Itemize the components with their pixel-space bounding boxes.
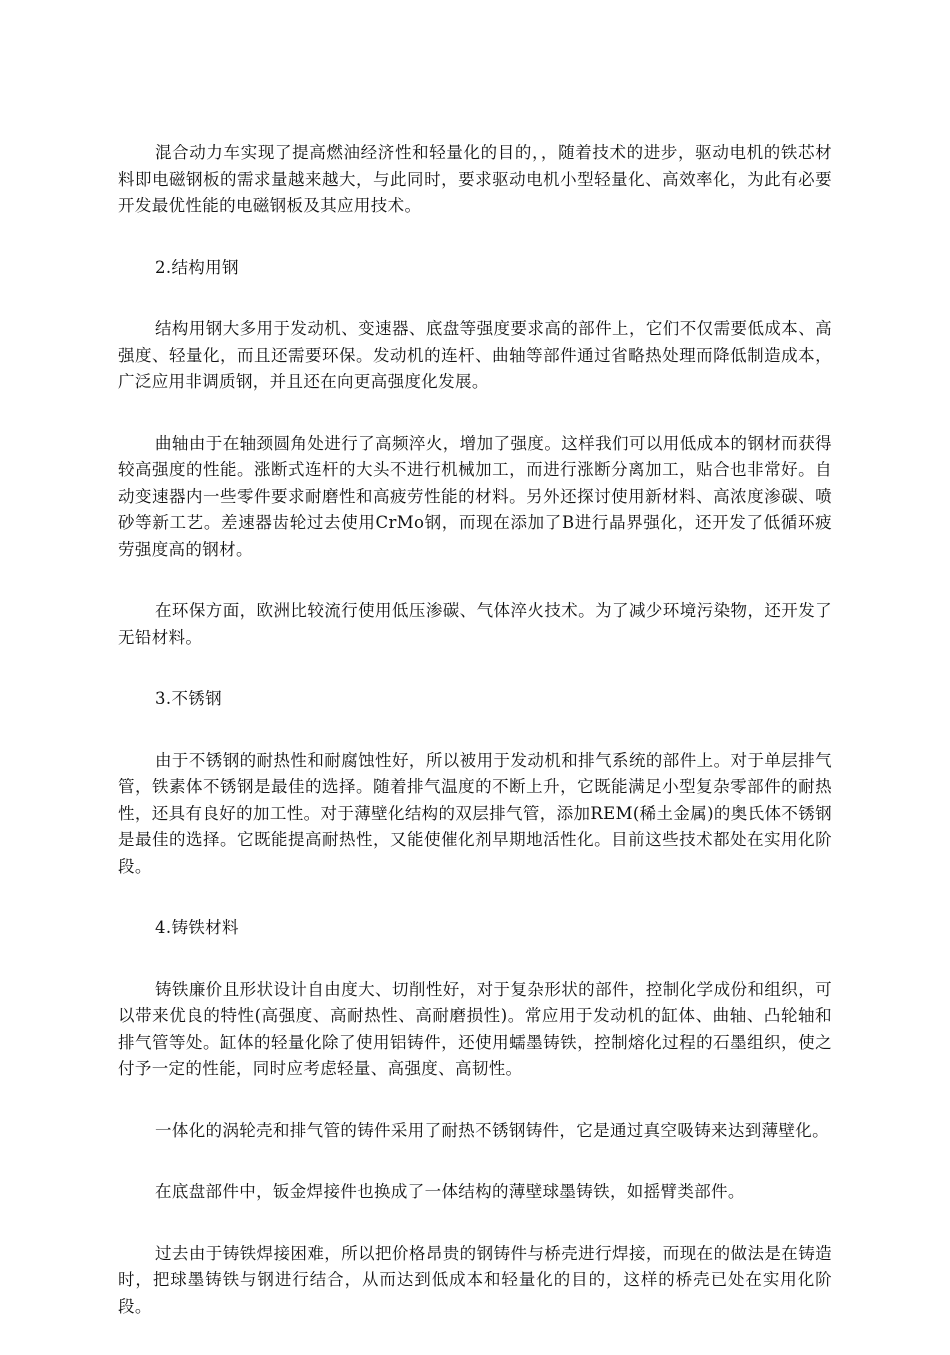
section-heading-structural-steel: 2.结构用钢	[155, 257, 239, 277]
document-body	[118, 140, 832, 1355]
paragraph-cast-iron: 铸铁廉价且形状设计自由度大、切削性好，对于复杂形状的部件，控制化学成份和组织，可以带来优良的特性(高强度、高耐热性、高耐磨损性)。常应用于发动机的缸体、曲轴、凸轮轴和排气管等处。缸体的轻量化除了使用铝铸件，还使用蠕墨铸铁，控制熔化过程的石墨组织，使之付予一定的性能，同时应考虑轻量、高强度、高韧性。	[118, 979, 832, 1078]
section-heading-cast-iron: 4.铸铁材料	[155, 918, 239, 937]
paragraph-environmental: 在环保方面，欧洲比较流行使用低压渗碳、气体淬火技术。为了减少环境污染物，还开发了无铅材料。	[118, 601, 832, 647]
paragraph-stainless-steel: 由于不锈钢的耐热性和耐腐蚀性好，所以被用于发动机和排气系统的部件上。对于单层排气管，铁素体不锈钢是最佳的选择。随着排气温度的不断上升，它既能满足小型复杂零部件的耐热性，还具有良好的加工性。对于薄壁化结构的双层排气管，添加REM(稀土金属)的奥氏体不锈钢是最佳的选择。它既能提高耐热性，又能使催化剂早期地活性化。目前这些技术都处在实用化阶段。	[118, 750, 832, 876]
paragraph-turbo-housing: 一体化的涡轮壳和排气管的铸件采用了耐热不锈钢铸件，它是通过真空吸铸来达到薄壁化。	[155, 1120, 829, 1140]
section-heading-stainless-steel: 3.不锈钢	[155, 689, 222, 708]
paragraph-hybrid-vehicle: 混合动力车实现了提高燃油经济性和轻量化的目的，，随着技术的进步，驱动电机的铁芯材料即电磁钢板的需求量越来越大，与此同时，要求驱动电机小型轻量化、高效率化，为此有必要开发最优性能的电磁钢板及其应用技术。	[118, 143, 832, 215]
paragraph-axle-housing: 过去由于铸铁焊接困难，所以把价格昂贵的钢铸件与桥壳进行焊接，而现在的做法是在铸造时，把球墨铸铁与钢进行结合，从而达到低成本和轻量化的目的，这样的桥壳已处在实用化阶段。	[118, 1243, 832, 1316]
paragraph-chassis: 在底盘部件中，钣金焊接件也换成了一体结构的薄壁球墨铸铁，如摇臂类部件。	[155, 1182, 745, 1201]
paragraph-crankshaft: 曲轴由于在轴颈圆角处进行了高频淬火，增加了强度。这样我们可以用低成本的钢材而获得较高强度的性能。涨断式连杆的大头不进行机械加工，而进行涨断分离加工，贴合也非常好。自动变速器内一些零件要求耐磨性和高疲劳性能的材料。另外还探讨使用新材料、高浓度渗碳、喷砂等新工艺。差速器齿轮过去使用CrMo钢，而现在添加了B进行晶界强化，还开发了低循环疲劳强度高的钢材。	[118, 433, 832, 559]
paragraph-structural-steel: 结构用钢大多用于发动机、变速器、底盘等强度要求高的部件上，它们不仅需要低成本、高强度、轻量化，而且还需要环保。发动机的连杆、曲轴等部件通过省略热处理而降低制造成本，广泛应用非调质钢，并且还在向更高强度化发展。	[118, 319, 832, 391]
